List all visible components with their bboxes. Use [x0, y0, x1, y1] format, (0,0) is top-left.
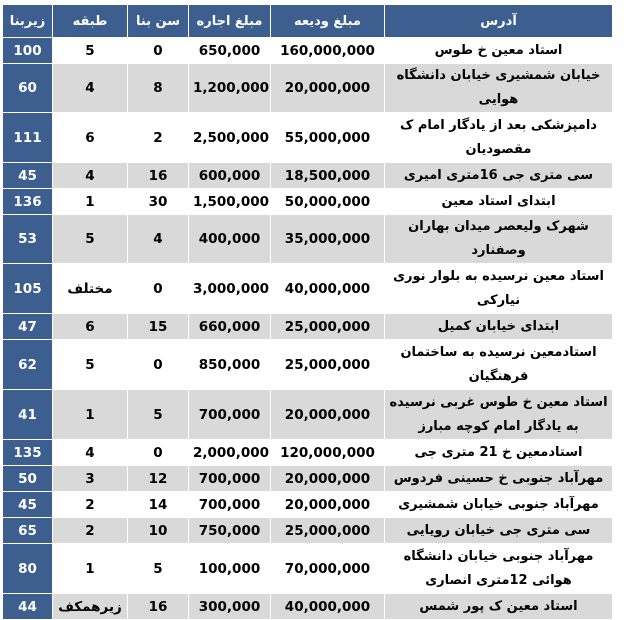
cell-deposit: 25,000,000 [271, 340, 385, 390]
table-row [3, 594, 613, 620]
cell-rent: 400,000 [189, 215, 271, 264]
cell-rent: 2,500,000 [189, 113, 271, 163]
cell-address: مهرآباد جنوبی خ حسینی فردوس [385, 466, 613, 492]
cell-age: 5 [128, 544, 189, 594]
cell-age: 4 [128, 215, 189, 264]
cell-area: 41 [3, 390, 53, 440]
cell-floor: 3 [53, 466, 128, 492]
cell-rent: 700,000 [189, 492, 271, 518]
cell-rent: 700,000 [189, 466, 271, 492]
cell-area: 45 [3, 492, 53, 518]
cell-area: 135 [3, 440, 53, 466]
cell-deposit: 18,500,000 [271, 163, 385, 189]
header-floor: طبقه [53, 5, 128, 38]
cell-deposit: 70,000,000 [271, 544, 385, 594]
cell-address: استاد معین خ طوس [385, 38, 613, 64]
cell-floor: 4 [53, 440, 128, 466]
cell-area: 50 [3, 466, 53, 492]
cell-age: 0 [128, 340, 189, 390]
table-row [3, 340, 613, 390]
cell-address: ابتدای استاد معین [385, 189, 613, 215]
table-row [3, 64, 613, 113]
cell-deposit: 160,000,000 [271, 38, 385, 64]
cell-deposit: 20,000,000 [271, 64, 385, 113]
listing-table-container [2, 4, 612, 620]
cell-age: 0 [128, 38, 189, 64]
cell-age: 30 [128, 189, 189, 215]
cell-age: 2 [128, 113, 189, 163]
table-row [3, 466, 613, 492]
table-row [3, 38, 613, 64]
cell-rent: 1,200,000 [189, 64, 271, 113]
cell-area: 100 [3, 38, 53, 64]
header-area: زیربنا [3, 5, 53, 38]
table-row [3, 113, 613, 163]
cell-rent: 650,000 [189, 38, 271, 64]
cell-area: 105 [3, 264, 53, 314]
cell-floor: 1 [53, 189, 128, 215]
table-row [3, 544, 613, 594]
cell-area: 65 [3, 518, 53, 544]
cell-floor: 4 [53, 64, 128, 113]
cell-floor: 5 [53, 340, 128, 390]
cell-floor: مختلف [53, 264, 128, 314]
cell-address: استادمعین نرسیده به ساختمان فرهنگیان [385, 340, 613, 390]
rental-listings-table [2, 4, 613, 620]
cell-floor: 6 [53, 113, 128, 163]
cell-rent: 600,000 [189, 163, 271, 189]
cell-floor: 1 [53, 390, 128, 440]
cell-age: 0 [128, 264, 189, 314]
table-row [3, 492, 613, 518]
cell-floor: 5 [53, 215, 128, 264]
header-address: آدرس [385, 5, 613, 38]
cell-deposit: 55,000,000 [271, 113, 385, 163]
cell-area: 62 [3, 340, 53, 390]
cell-deposit: 120,000,000 [271, 440, 385, 466]
cell-address: سی متری جی خیابان رویایی [385, 518, 613, 544]
cell-floor: 2 [53, 492, 128, 518]
table-body [3, 38, 613, 620]
cell-age: 10 [128, 518, 189, 544]
cell-deposit: 40,000,000 [271, 264, 385, 314]
cell-rent: 100,000 [189, 544, 271, 594]
cell-rent: 1,500,000 [189, 189, 271, 215]
cell-age: 15 [128, 314, 189, 340]
cell-deposit: 40,000,000 [271, 594, 385, 620]
table-row [3, 215, 613, 264]
cell-age: 8 [128, 64, 189, 113]
cell-deposit: 20,000,000 [271, 492, 385, 518]
cell-age: 0 [128, 440, 189, 466]
table-row [3, 390, 613, 440]
cell-address: خیابان شمشیری خیابان دانشگاه هوایی [385, 64, 613, 113]
cell-age: 16 [128, 594, 189, 620]
cell-area: 53 [3, 215, 53, 264]
cell-area: 44 [3, 594, 53, 620]
cell-area: 80 [3, 544, 53, 594]
cell-rent: 300,000 [189, 594, 271, 620]
cell-address: شهرک ولیعصر میدان بهاران وصفنارد [385, 215, 613, 264]
cell-rent: 700,000 [189, 390, 271, 440]
cell-floor: 4 [53, 163, 128, 189]
cell-deposit: 35,000,000 [271, 215, 385, 264]
cell-area: 47 [3, 314, 53, 340]
table-row [3, 163, 613, 189]
cell-deposit: 25,000,000 [271, 518, 385, 544]
cell-address: دامپزشکی بعد از یادگار امام ک مقصودیان [385, 113, 613, 163]
cell-address: مهرآباد جنوبی خیابان شمشیری [385, 492, 613, 518]
table-row [3, 518, 613, 544]
cell-deposit: 20,000,000 [271, 390, 385, 440]
cell-rent: 850,000 [189, 340, 271, 390]
header-age: سن بنا [128, 5, 189, 38]
cell-address: استادمعین خ 21 متری جی [385, 440, 613, 466]
cell-floor: 1 [53, 544, 128, 594]
header-deposit: مبلغ ودیعه [271, 5, 385, 38]
cell-floor: 2 [53, 518, 128, 544]
cell-rent: 2,000,000 [189, 440, 271, 466]
cell-floor: 5 [53, 38, 128, 64]
table-header-row [3, 5, 613, 38]
cell-address: مهرآباد جنوبی خیابان دانشگاه هوائی 12متری انصاری [385, 544, 613, 594]
cell-floor: 6 [53, 314, 128, 340]
cell-deposit: 50,000,000 [271, 189, 385, 215]
table-row [3, 264, 613, 314]
header-rent: مبلغ اجاره [189, 5, 271, 38]
cell-age: 12 [128, 466, 189, 492]
cell-rent: 3,000,000 [189, 264, 271, 314]
cell-age: 5 [128, 390, 189, 440]
cell-age: 14 [128, 492, 189, 518]
cell-rent: 660,000 [189, 314, 271, 340]
cell-address: استاد معین ک پور شمس [385, 594, 613, 620]
cell-age: 16 [128, 163, 189, 189]
cell-address: استاد معین نرسیده به بلوار نوری نیارکی [385, 264, 613, 314]
cell-address: سی متری جی 16متری امیری [385, 163, 613, 189]
cell-address: ابتدای خیابان کمیل [385, 314, 613, 340]
cell-area: 111 [3, 113, 53, 163]
cell-area: 60 [3, 64, 53, 113]
cell-address: استاد معین خ طوس غربی نرسیده به یادگار امام کوچه مبارز [385, 390, 613, 440]
cell-floor: زیرهمکف [53, 594, 128, 620]
cell-deposit: 25,000,000 [271, 314, 385, 340]
table-row [3, 440, 613, 466]
table-row [3, 189, 613, 215]
table-row [3, 314, 613, 340]
cell-area: 136 [3, 189, 53, 215]
cell-deposit: 20,000,000 [271, 466, 385, 492]
cell-area: 45 [3, 163, 53, 189]
cell-rent: 750,000 [189, 518, 271, 544]
